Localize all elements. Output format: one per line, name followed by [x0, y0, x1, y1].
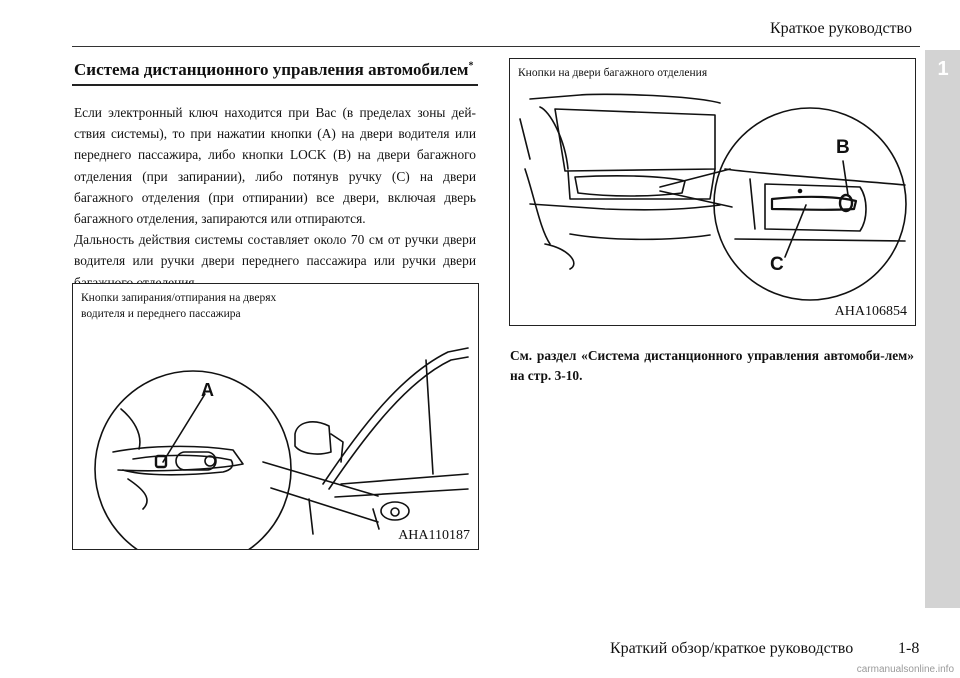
page-number: 1-8	[898, 640, 920, 657]
door-handle-figure	[72, 283, 479, 550]
section-body	[74, 102, 476, 293]
body-paragraph-1: Если электронный ключ находится при Вас (в пределах зоны дей-ствия системы), то при нажатии кнопки (A) на двери водителя или переднего пассажира, либо кнопки LOCK (B) на двери багажного отделения (при запирании), либо потянув ручку (C) на двери багажного отделения (при отпирании) все двери, включая дверь багажного отделения, запираются или отпираются.	[74, 105, 476, 227]
tailgate-figure-caption: Кнопки на двери багажного отделения	[518, 67, 708, 79]
section-rule	[72, 84, 478, 86]
running-header: Краткое руководство	[769, 20, 912, 37]
watermark: carmanualsonline.info	[856, 664, 954, 675]
chapter-tab-number: 1	[937, 58, 949, 80]
section-title-text: Система дистанционного управления автомобилем	[74, 60, 469, 79]
label-b: B	[836, 137, 850, 158]
door-handle-illustration	[73, 284, 478, 549]
cross-reference: См. раздел «Система дистанционного управления автомоби-лем» на стр. 3-10.	[510, 348, 914, 383]
door-figure-caption-line-1: Кнопки запирания/отпирания на дверях	[81, 292, 277, 304]
chapter-tab	[925, 50, 960, 608]
magnifier-circle	[95, 371, 291, 549]
header-rule	[72, 46, 920, 47]
tailgate-illustration	[510, 59, 915, 325]
optional-equipment-asterisk: *	[468, 60, 474, 72]
footer-chapter: Краткий обзор/краткое руководство	[610, 640, 854, 657]
body-paragraph-2: Дальность действия системы составляет около 70 см от ручки двери водителя или ручки двери переднего пассажира или ручки двери	[74, 232, 476, 269]
section-title	[74, 60, 473, 80]
tailgate-figure	[509, 58, 916, 326]
door-figure-caption	[81, 290, 276, 322]
label-c: C	[770, 254, 784, 275]
tailgate-magnifier-circle	[714, 108, 906, 300]
door-figure-caption-line-2: водителя и переднего пассажира	[81, 308, 241, 320]
label-a: A	[201, 380, 214, 400]
door-figure-code: AHA110187	[398, 528, 470, 543]
side-mirror	[295, 422, 331, 454]
tailgate-figure-code: AHA106854	[834, 304, 907, 319]
